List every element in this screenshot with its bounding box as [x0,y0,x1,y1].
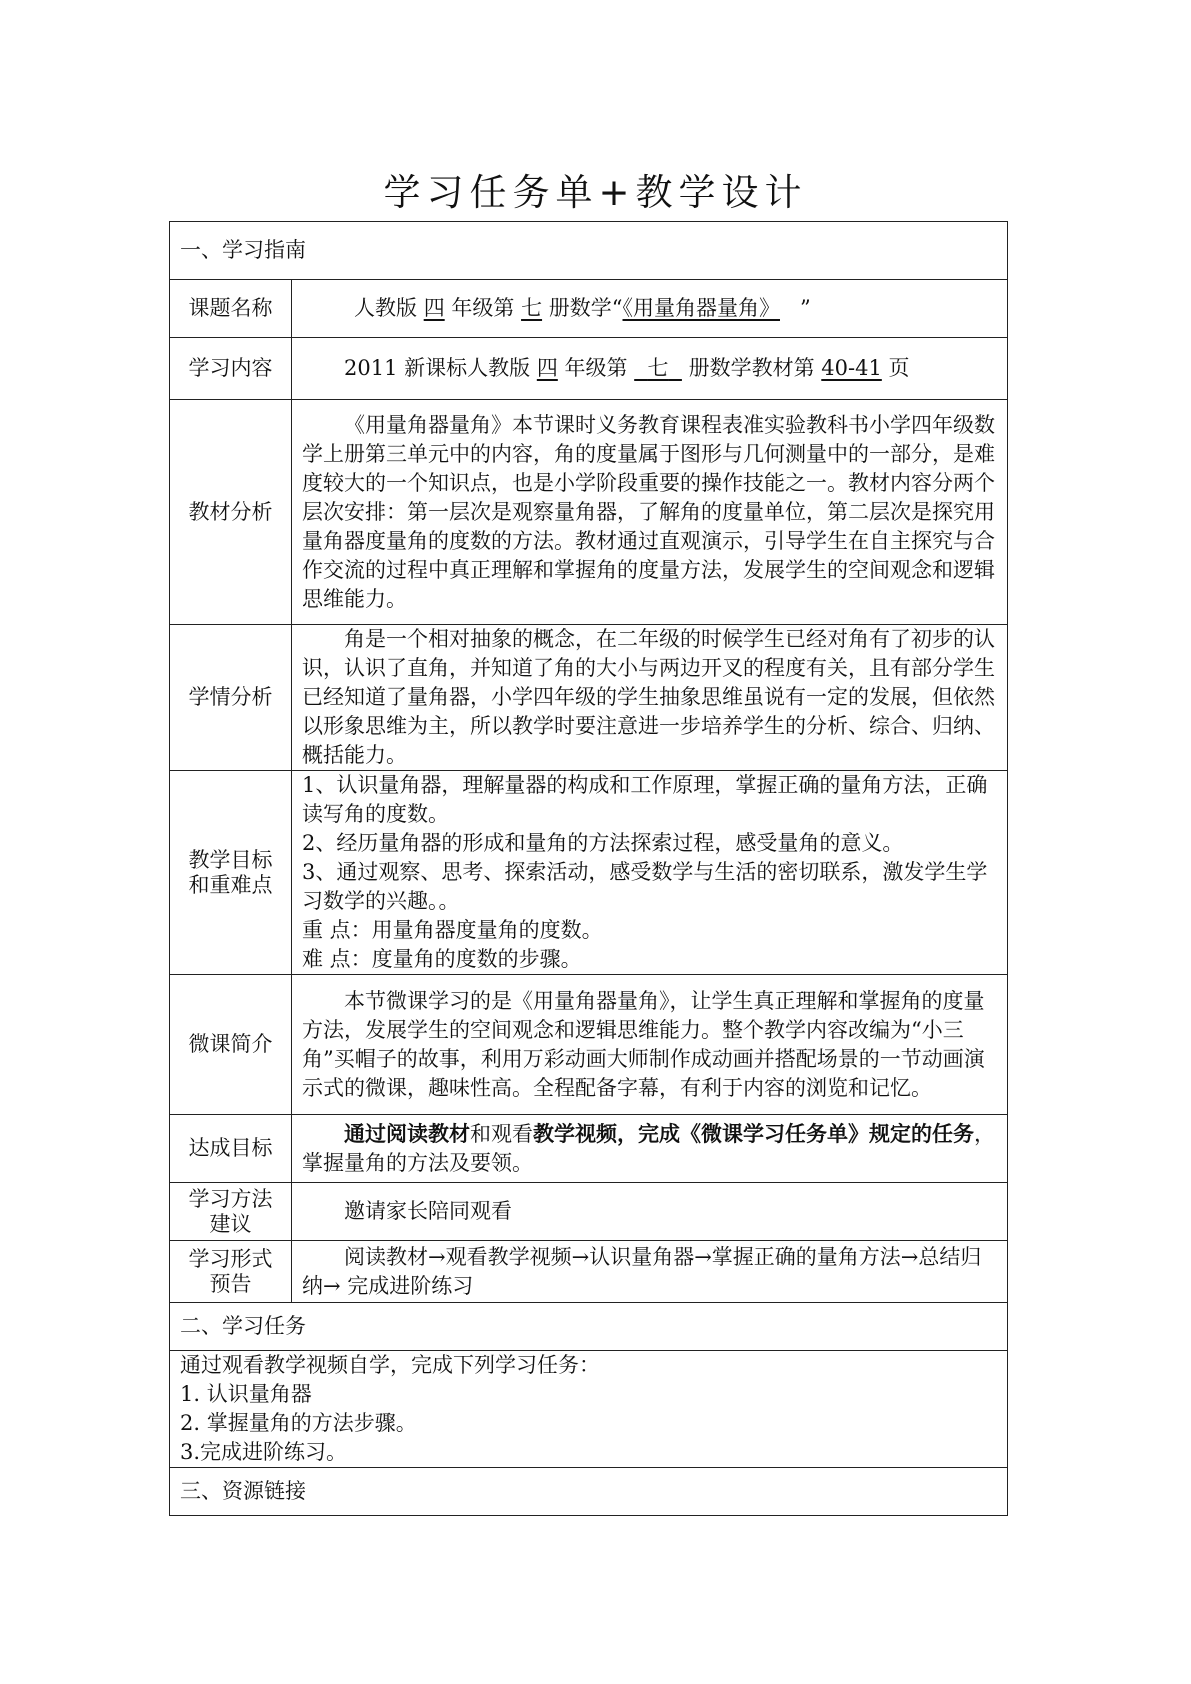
value-content [292,338,1008,400]
goal-item-1: 1、认识量角器，理解量器的构成和工作原理，掌握正确的量角方法，正确读写角的度数。 [302,773,988,826]
goal-key: 重 点：用量角器度量角的度数。 [302,918,603,942]
topic-close: ” [800,296,811,320]
label-goals [170,771,292,975]
section-heading-tasks: 二、学习任务 [170,1303,1008,1351]
value-goals [292,771,1008,975]
microcourse-text: 本节微课学习的是《用量角器量角》，让学生真正理解和掌握角的度量方法，发展学生的空间观念和逻辑思维能力。整个教学内容改编为“小三角”买帽子的故事，利用万彩动画大师制作成动画并搭配场景的一节动画演示式的微课，趣味性高。全程配备字幕，有利于内容的浏览和记忆。 [302,988,985,1100]
lesson-plan-table [169,221,1008,1516]
row-goals [170,771,1008,975]
goal-item-3: 3、通过观察、思考、探索活动，感受数学与生活的密切联系，激发学生学习数学的兴趣。。 [302,860,988,913]
value-method [292,1183,1008,1241]
task-item-3: 3.完成进阶练习。 [180,1440,348,1464]
target-part1: 通过阅读教材 [344,1121,470,1146]
row-form [170,1241,1008,1303]
target-part3: 教学视频，完成《微课学习任务单》规定的任务 [533,1121,974,1146]
target-part4: ，掌握量角的方法及要领。 [302,1122,995,1175]
row-microcourse [170,975,1008,1115]
form-text: 阅读教材→观看教学视频→认识量角器→掌握正确的量角方法→总结归纳→ 完成进阶练习 [302,1244,982,1298]
value-learner [292,625,1008,771]
row-topic [170,280,1008,338]
label-topic: 课题名称 [170,280,292,338]
topic-lesson: 《用量角器量角》 [622,296,780,320]
label-learner: 学情分析 [170,625,292,771]
content-prefix: 2011 新课标人教版 [344,356,531,380]
row-textbook [170,400,1008,625]
content-suffix: 册数学教材第 [688,356,815,380]
row-learner [170,625,1008,771]
method-text: 邀请家长陪同观看 [344,1199,512,1223]
goal-difficult: 难 点：度量角的度数的步骤。 [302,947,582,971]
learner-text: 角是一个相对抽象的概念，在二年级的时候学生已经对角有了初步的认识，认识了直角，并知道了角的大小与两边开叉的程度有关，且有部分学生已经知道了量角器，小学四年级的学生抽象思维虽说有一定的发展，但依然以形象思维为主，所以教学时要注意进一步培养学生的分析、综合、归纳、概括能力。 [302,627,995,767]
topic-prefix: 人教版 [354,296,417,320]
goals-label-text: 教学目标和重难点 [188,847,273,897]
section-heading-guide: 一、学习指南 [170,222,1008,280]
section-heading-resources: 三、资源链接 [170,1468,1008,1516]
label-target: 达成目标 [170,1115,292,1183]
label-content: 学习内容 [170,338,292,400]
textbook-text: 《用量角器量角》本节课时义务教育课程表准实验教科书小学四年级数学上册第三单元中的内容，角的度量属于图形与几何测量中的一部分，是难度较大的一个知识点，也是小学阶段重要的操作技能之一。教材内容分两个层次安排：第一层次是观察量角器，了解角的度量单位，第二层次是探究用量角器度量角的度数的方法。教材通过直观演示，引导学生在自主探究与合作交流的过程中真正理解和掌握角的度量方法，发展学生的空间观念和逻辑思维能力。 [302,412,995,611]
section-row-resources [170,1468,1008,1516]
topic-suffix: 册数学“ [548,296,623,320]
value-microcourse [292,975,1008,1115]
label-form [170,1241,292,1303]
content-pages: 40-41 [821,356,882,380]
value-target [292,1115,1008,1183]
content-mid: 年级第 [564,356,628,380]
section-row-tasks [170,1303,1008,1351]
row-target [170,1115,1008,1183]
content-volume: 七 [647,356,669,380]
label-textbook: 教材分析 [170,400,292,625]
value-textbook [292,400,1008,625]
value-form [292,1241,1008,1303]
page-title: 学习任务单+教学设计 [383,171,808,214]
row-tasks [170,1351,1008,1468]
label-method [170,1183,292,1241]
goal-item-2: 2、经历量角器的形成和量角的方法探索过程，感受量角的意义。 [302,831,904,855]
form-label-text: 学习形式预告 [188,1246,273,1296]
task-item-2: 2. 掌握量角的方法步骤。 [180,1411,417,1435]
topic-grade: 四 [423,296,445,320]
tasks-intro: 通过观看教学视频自学，完成下列学习任务： [180,1353,600,1377]
content-tail: 页 [888,356,910,380]
value-topic [292,280,1008,338]
topic-volume: 七 [521,296,543,320]
section-row-guide [170,222,1008,280]
method-label-text: 学习方法建议 [188,1186,273,1236]
row-method [170,1183,1008,1241]
target-part2: 和观看 [470,1122,533,1146]
content-grade: 四 [536,356,558,380]
topic-mid: 年级第 [451,296,515,320]
task-item-1: 1. 认识量角器 [180,1382,312,1406]
tasks-list [170,1351,1008,1468]
row-content [170,338,1008,400]
label-microcourse: 微课简介 [170,975,292,1115]
